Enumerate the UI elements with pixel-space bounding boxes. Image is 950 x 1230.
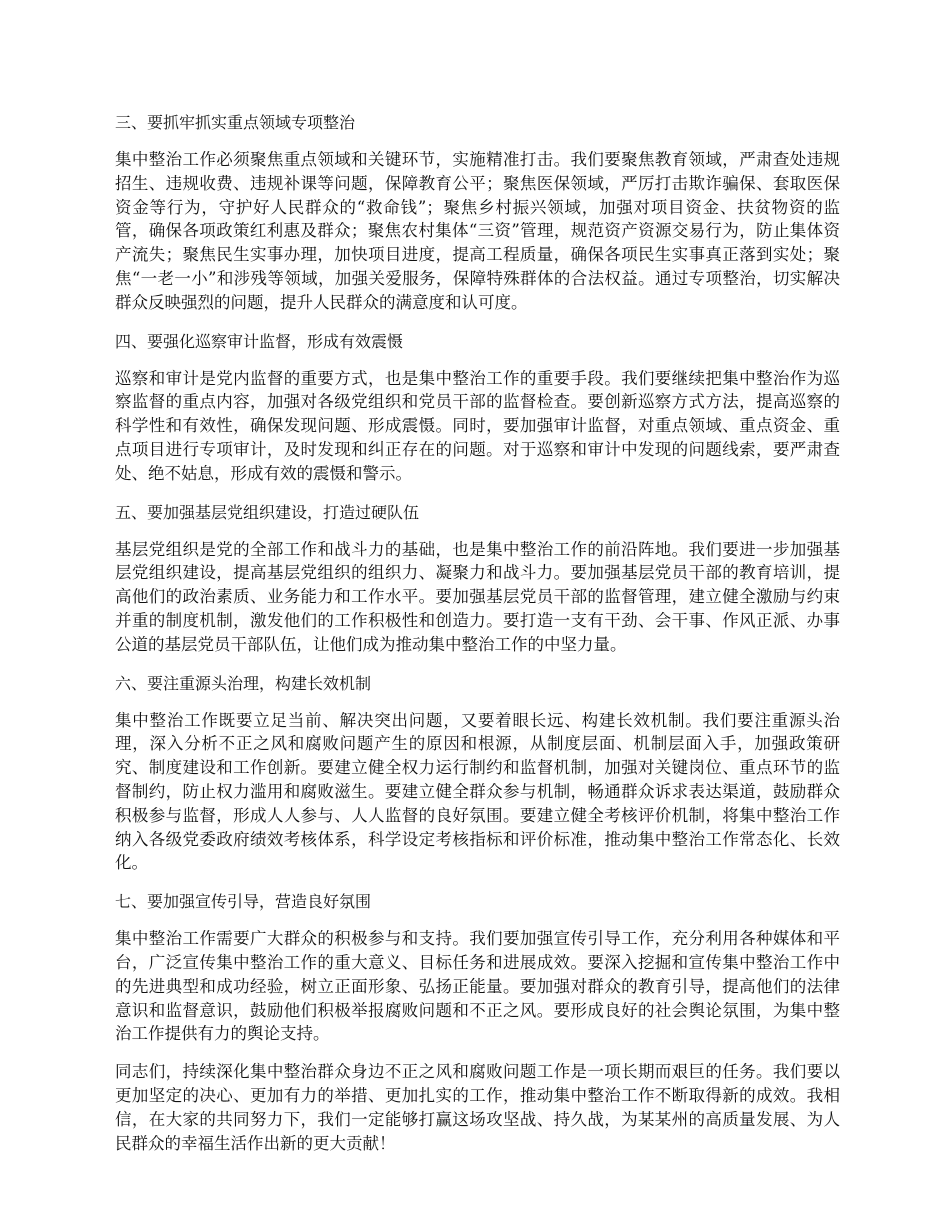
section-body: 集中整治工作需要广大群众的积极参与和支持。我们要加强宣传引导工作，充分利用各种媒体和平台，广泛宣传集中整治工作的重大意义、目标任务和进展成效。要深入挖掘和宣传集中整治工作中的先进典型和成功经验，树立正面形象、弘扬正能量。要加强对群众的教育引导，提高他们的法律意识和监督意识，鼓励他们积极举报腐败问题和不正之风。要形成良好的社会舆论氛围，为集中整治工作提供有力的舆论支持。	[115, 929, 840, 1044]
section-body: 集中整治工作既要立足当前、解决突出问题，又要着眼长远、构建长效机制。我们要注重源头治理，深入分析不正之风和腐败问题产生的原因和根源，从制度层面、机制层面入手，加强政策研究、制度建设和工作创新。要建立健全权力运行制约和监督机制，加强对关键岗位、重点环节的监督制约，防止权力滥用和腐败滋生。要建立健全群众参与机制，畅通群众诉求表达渠道，鼓励群众积极参与监督，形成人人参与、人人监督的良好氛围。要建立健全考核评价机制，将集中整治工作纳入各级党委政府绩效考核体系，科学设定考核指标和评价标准，推动集中整治工作常态化、长效化。	[115, 710, 840, 873]
section-body: 巡察和审计是党内监督的重要方式，也是集中整治工作的重要手段。我们要继续把集中整治作为巡察监督的重点内容，加强对各级党组织和党员干部的监督检查。要创新巡察方式方法，提高巡察的科学性和有效性，确保发现问题、形成震慑。同时，要加强审计监督，对重点领域、重点资金、重点项目进行专项审计，及时发现和纠正存在的问题。对于巡察和审计中发现的问题线索，要严肃查处、绝不姑息，形成有效的震慑和警示。	[115, 368, 840, 483]
section-heading: 六、要注重源头治理，构建长效机制	[115, 673, 372, 693]
section-body: 集中整治工作必须聚焦重点领域和关键环节，实施精准打击。我们要聚焦教育领域，严肃查处违规招生、违规收费、违规补课等问题，保障教育公平；聚焦医保领域，严厉打击欺诈骗保、套取医保资金等行为，守护好人民群众的“救命钱”；聚焦乡村振兴领域，加强对项目资金、扶贫物资的监管，确保各项政策红利惠及群众；聚焦农村集体“三资”管理，规范资产资源交易行为，防止集体资产流失；聚焦民生实事办理，加快项目进度，提高工程质量，确保各项民生实事真正落到实处；聚焦“一老一小”和涉残等领域，加强关爱服务，保障特殊群体的合法权益。通过专项整治，切实解决群众反映强烈的问题，提升人民群众的满意度和认可度。	[115, 150, 840, 312]
section-4	[115, 329, 840, 486]
section-body: 基层党组织是党的全部工作和战斗力的基础，也是集中整治工作的前沿阵地。我们要进一步加强基层党组织建设，提高基层党组织的组织力、凝聚力和战斗力。要加强基层党员干部的教育培训，提高他们的政治素质、业务能力和工作水平。要加强基层党员干部的监督管理，建立健全激励与约束并重的制度机制，激发他们的工作积极性和创造力。要打造一支有干劲、会干事、作风正派、办事公道的基层党员干部队伍，让他们成为推动集中整治工作的中坚力量。	[115, 539, 840, 654]
section-5	[115, 500, 840, 657]
document-page	[115, 110, 840, 1169]
section-heading: 四、要强化巡察审计监督，形成有效震慑	[115, 331, 404, 351]
section-6	[115, 671, 840, 876]
section-heading: 三、要抓牢抓实重点领域专项整治	[115, 113, 356, 132]
closing-paragraph: 同志们，持续深化集中整治群众身边不正之风和腐败问题工作是一项长期而艰巨的任务。我们要以更加坚定的决心、更加有力的举措、更加扎实的工作，推动集中整治工作不断取得新的成效。我相信，在大家的共同努力下，我们一定能够打赢这场攻坚战、持久战，为某某州的高质量发展、为人民群众的幸福生活作出新的更大贡献！	[115, 1062, 840, 1153]
section-7	[115, 889, 840, 1046]
section-heading: 五、要加强基层党组织建设，打造过硬队伍	[115, 502, 420, 522]
section-heading: 七、要加强宣传引导，营造良好氛围	[115, 892, 372, 912]
section-3	[115, 110, 840, 315]
